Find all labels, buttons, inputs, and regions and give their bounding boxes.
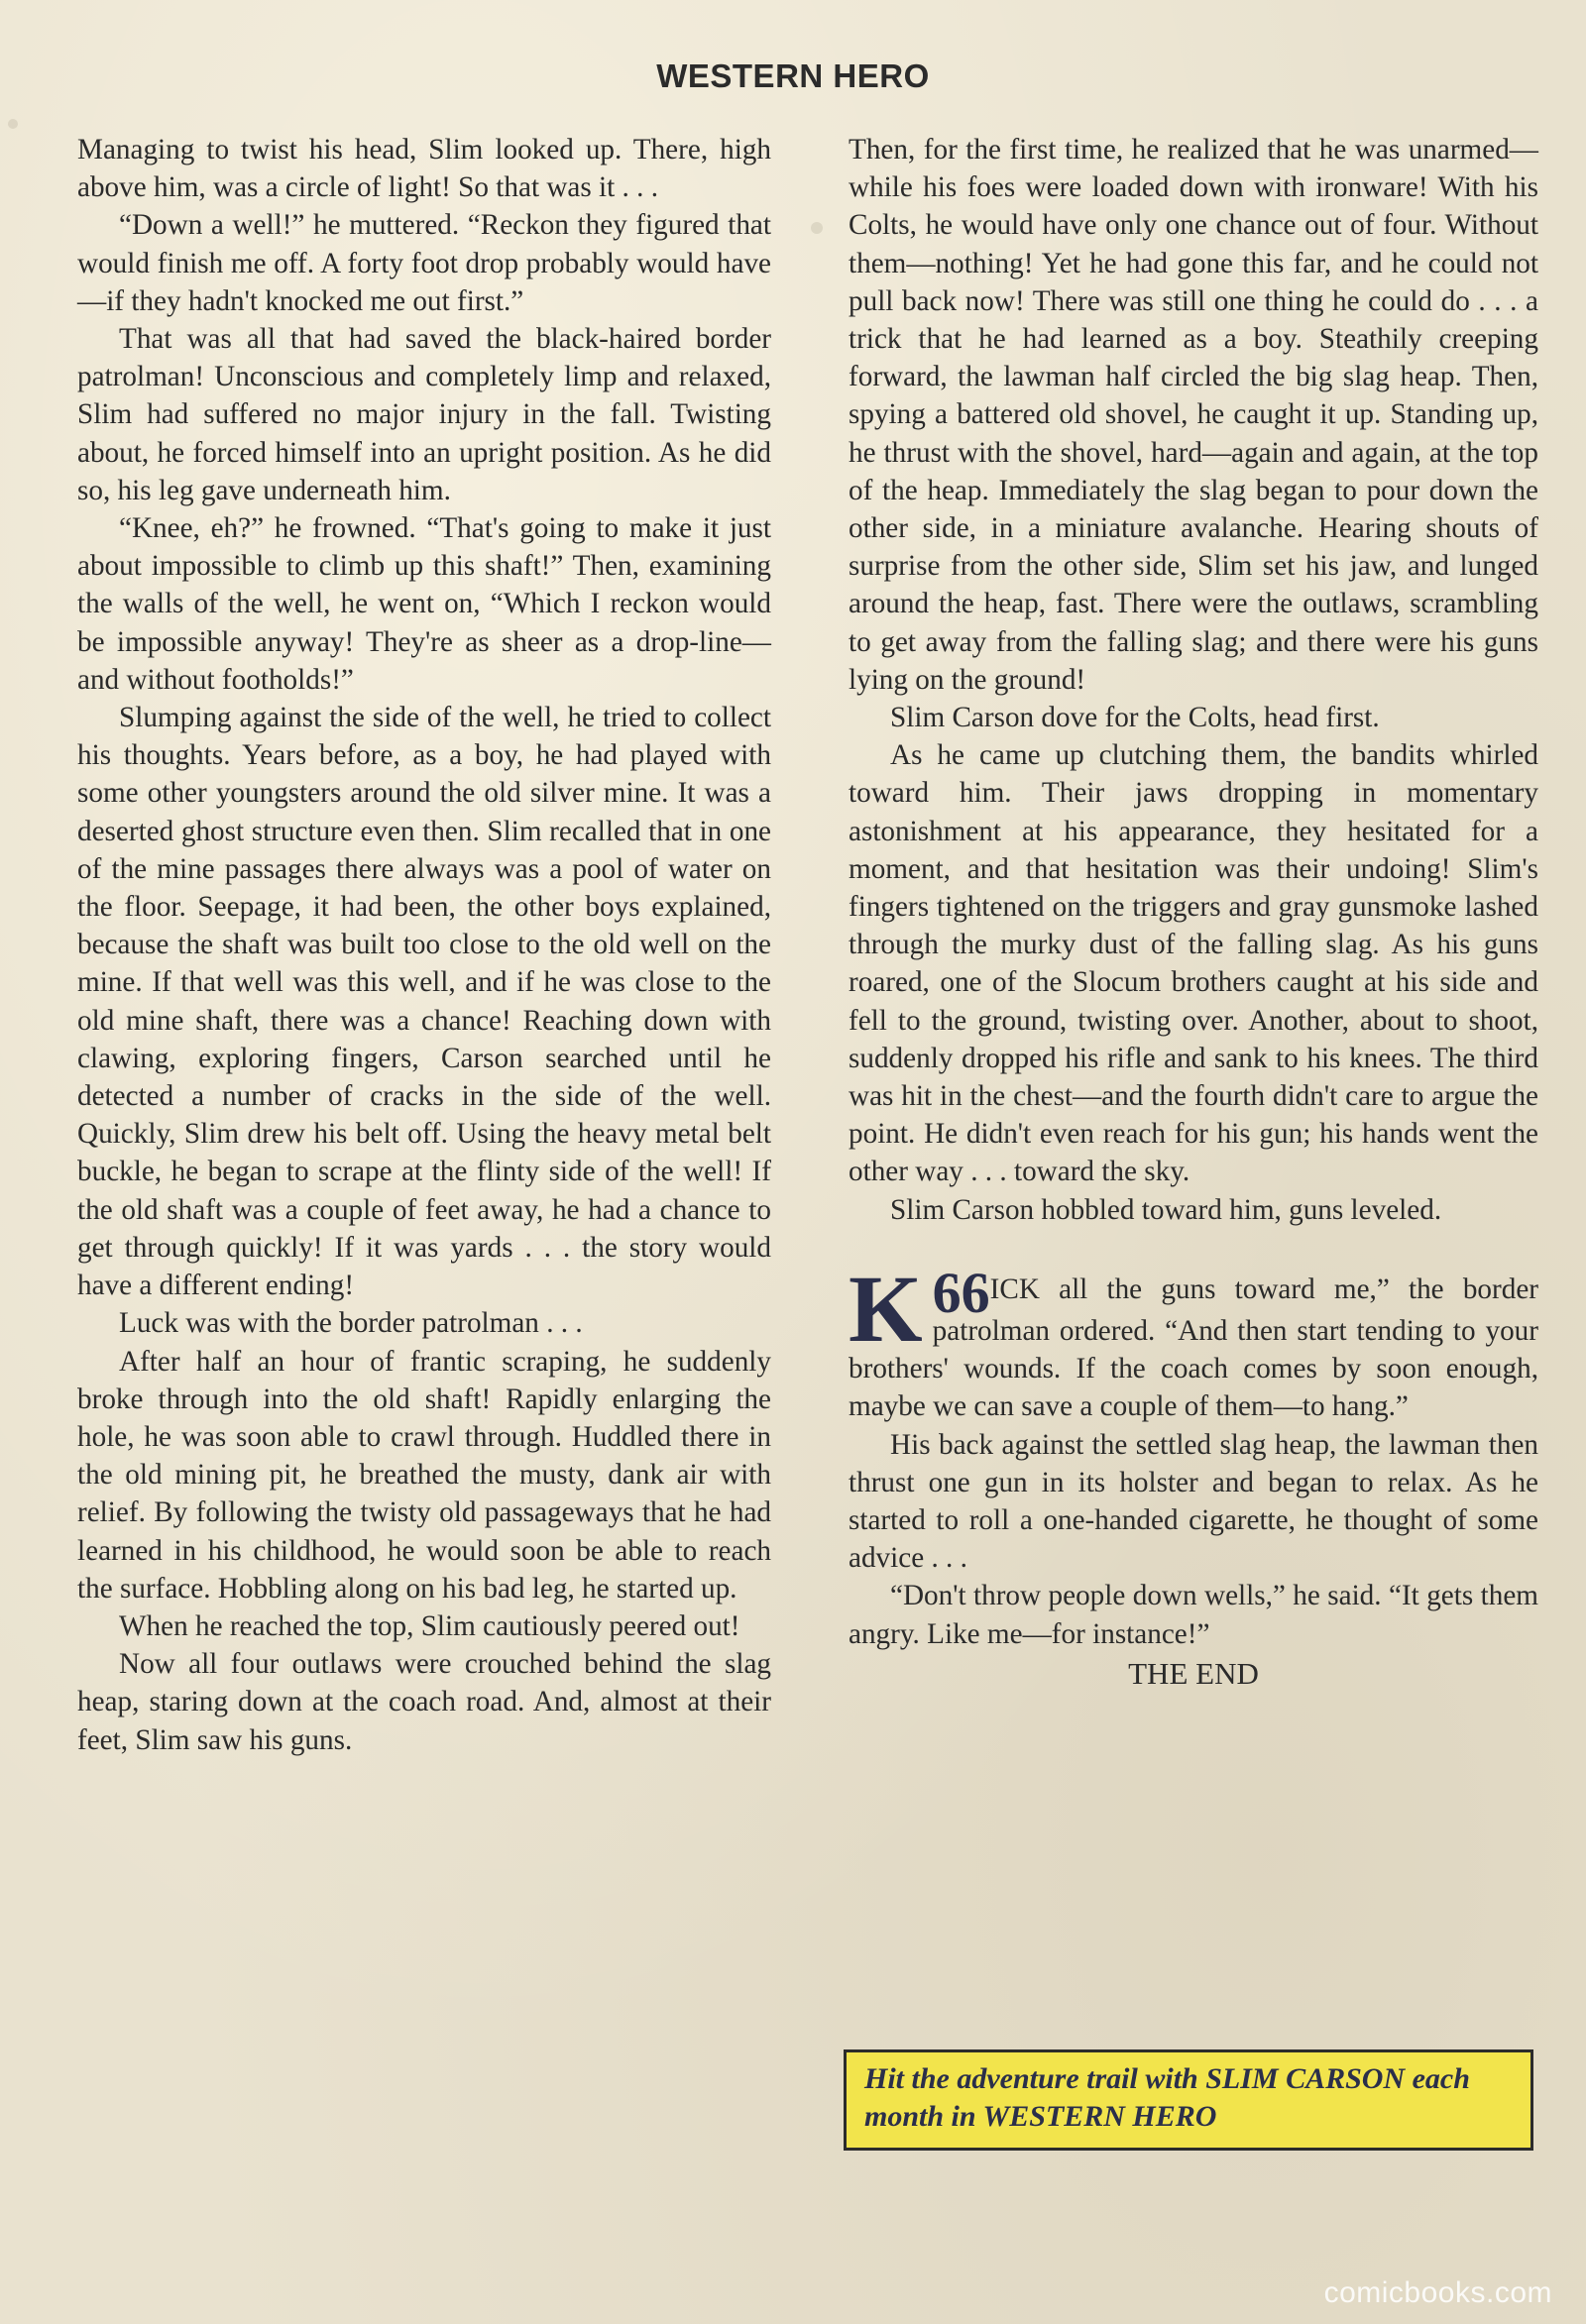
paragraph: Slim Carson hobbled toward him, guns leveled. <box>890 1193 1442 1226</box>
paragraph: After half an hour of frantic scraping, he suddenly broke through into the old shaft! Rapidly enlarging the hole, he was soon able to crawl through. Huddled there in the old mining pit, he breathed the musty, dank air with relief. By following the twisty old passageways that he had learned in his childhood, he would soon be able to reach the surface. Hobbling along on his bad leg, he started up. <box>77 1345 771 1605</box>
paragraph: Managing to twist his head, Slim looked up. There, high above him, was a circle of light! So that was it . . . <box>77 134 771 204</box>
paragraph: When he reached the top, Slim cautiously peered out! <box>119 1609 740 1642</box>
paper-stain <box>811 222 823 234</box>
the-end: THE END <box>1128 1655 1259 1691</box>
paragraph: “Down a well!” he muttered. “Reckon they figured that would finish me off. A forty foot drop probably would have—if they hadn't knocked me out first.” <box>77 209 771 317</box>
right-column <box>849 131 1538 1693</box>
kick-text: ICK all the guns toward me,” the border patrolman ordered. “And then start tending to your brothers' wounds. If the coach comes by soon enough, maybe we can save a couple of them—to hang.” <box>849 1273 1538 1423</box>
paragraph: That was all that had saved the black-haired border patrolman! Unconscious and completely limp and relaxed, Slim had suffered no major injury in the fall. Twisting about, he forced himself into an upright position. As he did so, his leg gave underneath him. <box>77 323 771 506</box>
open-quote-mark: 66 <box>932 1260 990 1325</box>
paragraph: “Don't throw people down wells,” he said. “It gets them angry. Like me—for instance!” <box>849 1580 1538 1650</box>
promo-banner-text: Hit the adventure trail with SLIM CARSON each month in WESTERN HERO <box>864 2062 1470 2133</box>
watermark: comicbooks.com <box>1323 2276 1552 2309</box>
paragraph: As he came up clutching them, the bandits whirled toward him. Their jaws dropping in momentary astonishment at his appearance, they hesitated for a moment, and that hesitation was their undoing! Slim's fingers tightened on the triggers and gray gunsmoke lashed through the murky dust of the falling slag. As his guns roared, one of the Slocum brothers caught at his side and fell to the ground, twisting over. Another, about to shoot, suddenly dropped his rifle and sank to his knees. The third was hit in the chest—and the fourth didn't care to argue the point. He didn't even reach for his gun; his hands went the other way . . . toward the sky. <box>849 739 1538 1188</box>
left-column <box>77 131 771 1759</box>
paragraph: Now all four outlaws were crouched behind the slag heap, staring down at the coach road. And, almost at their feet, Slim saw his guns. <box>77 1648 771 1756</box>
paragraph: Then, for the first time, he realized that he was unarmed—while his foes were loaded down with ironware! With his Colts, he would have only one chance out of four. Without them—nothing! Yet he had gone this far, and he could not pull back now! There was still one thing he could do . . . a trick that he had learned as a boy. Steathily creeping forward, the lawman half circled the big slag heap. Then, spying a battered old shovel, he caught it up. Standing up, he thrust with the shovel, hard—again and again, at the top of the heap. Immediately the slag began to pour down the other side, in a miniature avalanche. Hearing shouts of surprise from the other side, Slim set his jaw, and lunged around the heap, fast. There were the outlaws, scrambling to get away from the falling slag; and there were his guns lying on the ground! <box>849 134 1538 696</box>
paragraph: Slumping against the side of the well, he tried to collect his thoughts. Years before, as a boy, he had played with some other youngsters around the old silver mine. It was a deserted ghost structure even then. Slim recalled that in one of the mine passages there always was a pool of water on the floor. Seepage, it had been, the other boys explained, because the shaft was built too close to the old well on the mine. If that well was this well, and if he was close to the old mine shaft, there was a chance! Reaching down with clawing, exploring fingers, Carson searched until he detected a number of cracks in the side of the well. Quickly, Slim drew his belt off. Using the heavy metal belt buckle, he began to scrape at the flinty side of the well! If the old shaft was a couple of feet away, he had a chance to get through quickly! If it was yards . . . the story would have a different ending! <box>77 702 771 1302</box>
paragraph: Slim Carson dove for the Colts, head first. <box>890 702 1380 734</box>
paragraph: “Knee, eh?” he frowned. “That's going to make it just about impossible to climb up this shaft!” Then, examining the walls of the well, he went on, “Which I reckon would be impossible anyway! They're as sheer as a drop-line—and without footholds!” <box>77 512 771 696</box>
promo-banner <box>844 2049 1533 2151</box>
paragraph: His back against the settled slag heap, the lawman then thrust one gun in its holster and began to relax. As he started to roll a one-handed cigarette, he thought of some advice . . . <box>849 1428 1538 1575</box>
drop-cap: K <box>849 1255 923 1362</box>
kick-paragraph <box>849 1255 1538 1426</box>
paragraph: Luck was with the border patrolman . . . <box>119 1307 583 1340</box>
page-header: WESTERN HERO <box>656 57 930 94</box>
paper-stain <box>8 119 18 129</box>
